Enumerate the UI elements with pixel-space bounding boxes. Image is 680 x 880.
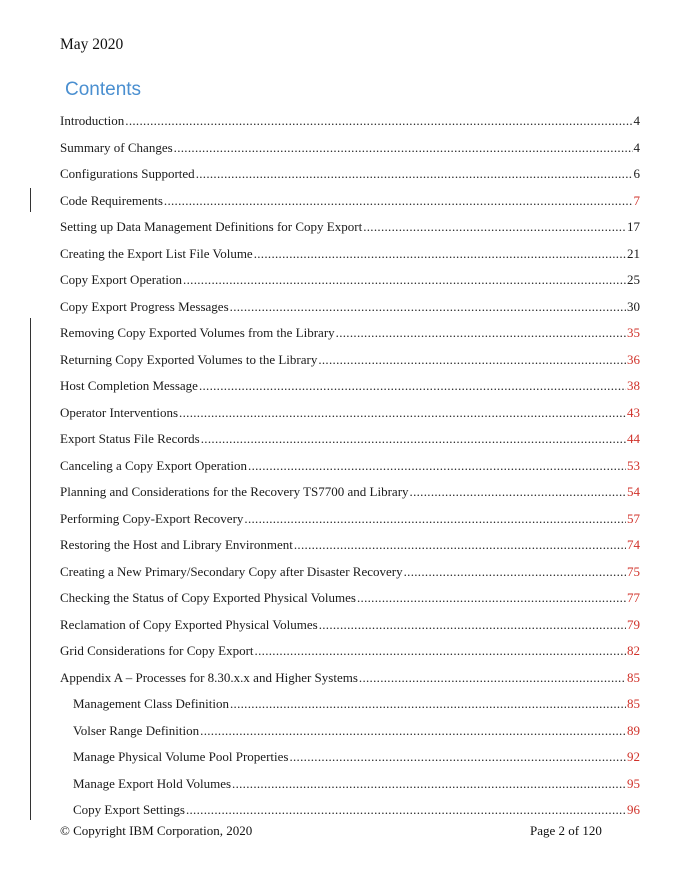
toc-entry-page-number: 53 bbox=[627, 457, 640, 473]
toc-entry-page-number: 6 bbox=[633, 166, 640, 181]
toc-entry[interactable] bbox=[60, 191, 640, 218]
toc-dot-leader bbox=[336, 323, 626, 343]
toc-entry[interactable] bbox=[60, 350, 640, 377]
toc-entry-page-number: 85 bbox=[627, 696, 640, 711]
toc-entry-title: Returning Copy Exported Volumes to the Library bbox=[60, 351, 318, 367]
toc-entry-page-number: 79 bbox=[627, 616, 640, 632]
toc-entry-page-number: 57 bbox=[627, 510, 640, 526]
toc-dot-leader bbox=[200, 721, 626, 741]
toc-entry-title: Copy Export Settings bbox=[73, 802, 185, 817]
toc-entry-page-number: 30 bbox=[627, 298, 640, 314]
toc-dot-leader bbox=[363, 217, 626, 237]
toc-dot-leader bbox=[183, 270, 626, 290]
toc-entry-title: Management Class Definition bbox=[73, 696, 229, 711]
toc-entry[interactable] bbox=[60, 562, 640, 589]
toc-entry[interactable] bbox=[60, 721, 640, 748]
toc-dot-leader bbox=[196, 164, 633, 184]
toc-entry[interactable] bbox=[60, 694, 640, 721]
toc-entry[interactable] bbox=[60, 615, 640, 642]
toc-dot-leader bbox=[294, 535, 626, 555]
table-of-contents bbox=[60, 111, 640, 827]
toc-entry-title: Restoring the Host and Library Environment bbox=[60, 537, 293, 552]
toc-entry[interactable] bbox=[60, 641, 640, 668]
toc-dot-leader bbox=[125, 111, 632, 131]
toc-dot-leader bbox=[359, 668, 626, 688]
toc-entry[interactable] bbox=[60, 297, 640, 324]
toc-entry[interactable] bbox=[60, 747, 640, 774]
toc-entry-page-number: 25 bbox=[627, 272, 640, 287]
toc-dot-leader bbox=[164, 191, 633, 211]
toc-entry[interactable] bbox=[60, 111, 640, 138]
toc-entry-title: Grid Considerations for Copy Export bbox=[60, 643, 254, 658]
toc-dot-leader bbox=[357, 588, 626, 608]
toc-entry-title: Host Completion Message bbox=[60, 378, 198, 393]
toc-entry[interactable] bbox=[60, 270, 640, 297]
toc-entry-page-number: 85 bbox=[627, 669, 640, 685]
toc-entry-title: Manage Export Hold Volumes bbox=[73, 775, 232, 791]
toc-entry-page-number: 36 bbox=[627, 351, 640, 367]
toc-dot-leader bbox=[201, 429, 626, 449]
toc-entry[interactable] bbox=[60, 668, 640, 695]
toc-entry-page-number: 54 bbox=[627, 484, 640, 499]
toc-entry-page-number: 4 bbox=[633, 113, 640, 128]
toc-entry[interactable] bbox=[60, 535, 640, 562]
toc-entry-page-number: 92 bbox=[627, 749, 640, 764]
toc-entry-title: Manage Physical Volume Pool Properties bbox=[73, 749, 289, 764]
toc-entry-title: Creating the Export List File Volume bbox=[60, 245, 253, 261]
toc-dot-leader bbox=[255, 641, 626, 661]
toc-entry[interactable] bbox=[60, 217, 640, 244]
change-bar-code-requirements bbox=[30, 188, 31, 212]
toc-dot-leader bbox=[244, 509, 626, 529]
toc-entry-title: Appendix A – Processes for 8.30.x.x and Higher Systems bbox=[60, 669, 358, 685]
toc-dot-leader bbox=[248, 456, 626, 476]
toc-entry-title: Reclamation of Copy Exported Physical Volumes bbox=[60, 616, 318, 632]
toc-entry-title: Removing Copy Exported Volumes from the Library bbox=[60, 325, 335, 340]
toc-entry[interactable] bbox=[60, 456, 640, 483]
toc-entry-page-number: 74 bbox=[627, 537, 640, 552]
toc-entry-page-number: 75 bbox=[627, 563, 640, 579]
toc-entry-page-number: 89 bbox=[627, 722, 640, 738]
contents-heading: Contents bbox=[65, 79, 142, 100]
toc-dot-leader bbox=[186, 800, 626, 820]
toc-dot-leader bbox=[230, 694, 626, 714]
header-date: May 2020 bbox=[60, 36, 124, 53]
toc-entry-page-number: 38 bbox=[627, 378, 640, 393]
toc-entry[interactable] bbox=[60, 244, 640, 271]
toc-dot-leader bbox=[179, 403, 626, 423]
toc-dot-leader bbox=[174, 138, 633, 158]
toc-entry-title: Copy Export Progress Messages bbox=[60, 298, 229, 314]
toc-entry-title: Volser Range Definition bbox=[73, 722, 200, 738]
toc-entry-title: Code Requirements bbox=[60, 192, 163, 208]
toc-entry-title: Export Status File Records bbox=[60, 431, 200, 446]
toc-entry-page-number: 7 bbox=[633, 192, 640, 208]
toc-dot-leader bbox=[318, 350, 626, 370]
toc-entry-title: Summary of Changes bbox=[60, 139, 173, 155]
toc-entry-title: Operator Interventions bbox=[60, 404, 179, 420]
toc-entry-title: Performing Copy-Export Recovery bbox=[60, 510, 244, 526]
toc-entry-page-number: 17 bbox=[627, 219, 640, 234]
toc-entry[interactable] bbox=[60, 774, 640, 801]
toc-entry-page-number: 35 bbox=[627, 325, 640, 340]
toc-entry-page-number: 82 bbox=[627, 643, 640, 658]
toc-dot-leader bbox=[289, 747, 626, 767]
toc-entry-title: Setting up Data Management Definitions for Copy Export bbox=[60, 219, 363, 234]
toc-entry-page-number: 4 bbox=[633, 139, 640, 155]
toc-entry[interactable] bbox=[60, 482, 640, 509]
toc-dot-leader bbox=[404, 562, 626, 582]
toc-entry-page-number: 96 bbox=[627, 802, 640, 817]
toc-entry-page-number: 44 bbox=[627, 431, 640, 446]
toc-entry[interactable] bbox=[60, 138, 640, 165]
change-bar-revised-section bbox=[30, 318, 31, 820]
toc-entry[interactable] bbox=[60, 323, 640, 350]
toc-entry-title: Copy Export Operation bbox=[60, 272, 183, 287]
toc-entry-page-number: 43 bbox=[627, 404, 640, 420]
toc-dot-leader bbox=[232, 774, 626, 794]
toc-entry-page-number: 95 bbox=[627, 775, 640, 791]
toc-entry-title: Canceling a Copy Export Operation bbox=[60, 457, 248, 473]
toc-entry[interactable] bbox=[60, 403, 640, 430]
toc-dot-leader bbox=[319, 615, 626, 635]
footer-copyright: © Copyright IBM Corporation, 2020 bbox=[60, 823, 253, 838]
toc-entry-title: Configurations Supported bbox=[60, 166, 195, 181]
toc-entry[interactable] bbox=[60, 588, 640, 615]
toc-dot-leader bbox=[410, 482, 626, 502]
toc-dot-leader bbox=[199, 376, 626, 396]
toc-entry-page-number: 21 bbox=[627, 245, 640, 261]
toc-entry-title: Creating a New Primary/Secondary Copy after Disaster Recovery bbox=[60, 563, 403, 579]
toc-entry-title: Checking the Status of Copy Exported Physical Volumes bbox=[60, 590, 356, 605]
toc-entry[interactable] bbox=[60, 429, 640, 456]
toc-entry[interactable] bbox=[60, 509, 640, 536]
toc-dot-leader bbox=[254, 244, 626, 264]
toc-entry-title: Introduction bbox=[60, 113, 125, 128]
toc-dot-leader bbox=[230, 297, 626, 317]
toc-entry[interactable] bbox=[60, 376, 640, 403]
toc-entry-page-number: 77 bbox=[627, 590, 640, 605]
footer-page-number: Page 2 of 120 bbox=[530, 823, 602, 838]
toc-entry-title: Planning and Considerations for the Recovery TS7700 and Library bbox=[60, 484, 409, 499]
toc-entry[interactable] bbox=[60, 164, 640, 191]
